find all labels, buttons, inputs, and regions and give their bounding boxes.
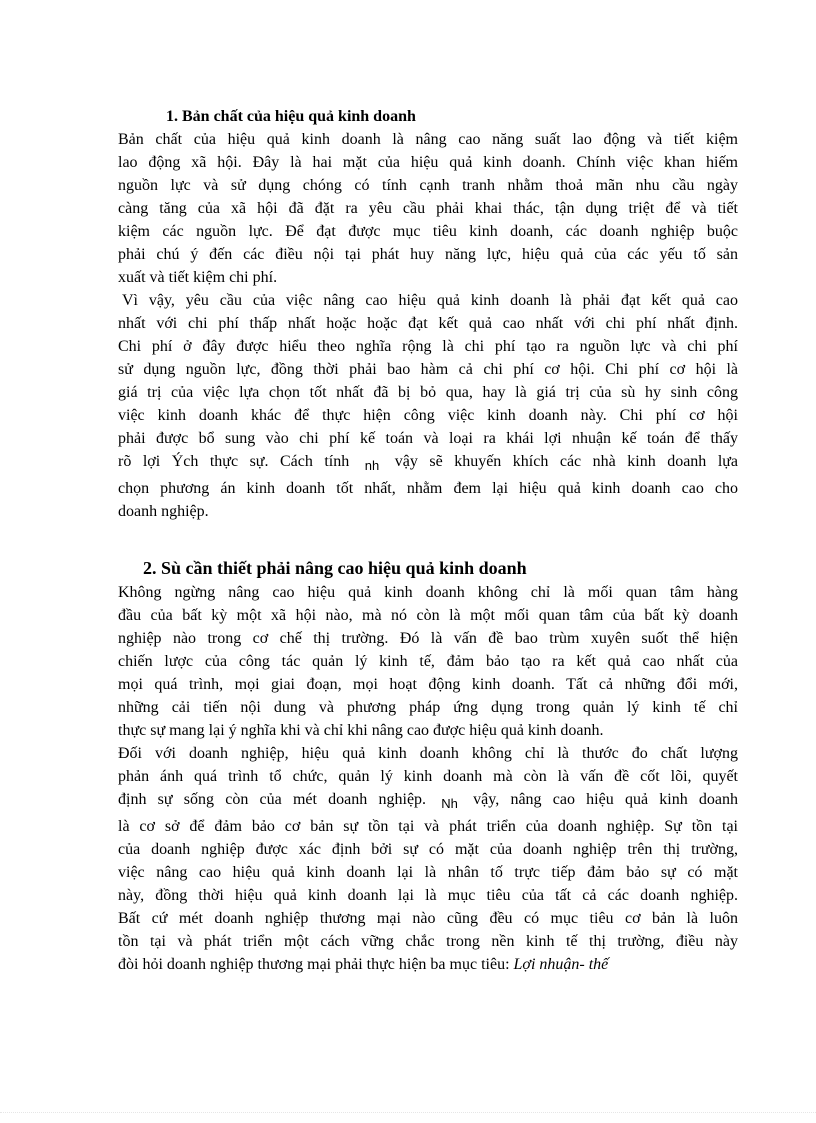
text-line: Bất cứ mét doanh nghiệp thương mại nào cũng đều có mục tiêu cơ bản là luôn — [118, 910, 738, 927]
nh-fragment: nh — [364, 458, 380, 473]
text-line: phải chú ý đến các điều nội tại phát huy năng lực, hiệu quả của các yếu tố sản — [118, 246, 738, 263]
text-line: càng tăng của xã hội đã đặt ra yêu cầu phải khai thác, tận dụng triệt để và tiết — [118, 200, 738, 217]
text-line: Bản chất của hiệu quả kinh doanh là nâng cao năng suất lao động và tiết kiệm — [118, 131, 738, 148]
text-line: nghiệp nào trong cơ chế thị trường. Đó là vấn đề bao trùm xuyên suốt thể hiện — [118, 630, 738, 647]
text-line: xuất và tiết kiệm chi phí. — [118, 269, 278, 286]
text-line: này, đồng thời hiệu quả kinh doanh lại là mục tiêu của tất cả các doanh nghiệp. — [118, 887, 738, 904]
document-page — [118, 105, 738, 976]
text-line: Vì vậy, yêu cầu của việc nâng cao hiệu quả kinh doanh là phải đạt kết quả cao — [122, 292, 738, 309]
nh-fragment: Nh — [441, 796, 458, 811]
text-line: của doanh nghiệp được xác định bởi sự có mặt của doanh nghiệp trên thị trường, — [118, 841, 738, 858]
text-line: phải được bổ sung vào chi phí kế toán và loại ra khái lợi nhuận kế toán để thấy — [118, 430, 738, 447]
text-line: đầu của bất kỳ một xã hội nào, mà nó còn là một mối quan tâm của bất kỳ doanh — [118, 607, 738, 624]
text-line: lao động xã hội. Đây là hai mặt của hiệu quả kinh doanh. Chính việc khan hiếm — [118, 154, 738, 171]
text-line: những cải tiến nội dung và phương pháp ứng dụng trong quản lý kinh tế chỉ — [118, 699, 738, 716]
section-1-heading: 1. Bản chất của hiệu quả kinh doanh — [166, 108, 416, 125]
text-line — [118, 953, 738, 976]
italic-fragment: Lợi nhuận- thế — [513, 956, 609, 973]
text-line: việc nâng cao hiệu quả kinh doanh lại là nhân tố trực tiếp đảm bảo sự có mặt — [118, 864, 738, 881]
text-line: Không ngừng nâng cao hiệu quả kinh doanh không chỉ là mối quan tâm hàng — [118, 584, 738, 601]
text-line: mọi quá trình, mọi giai đoạn, mọi hoạt động kinh doanh. Tất cả những đổi mới, — [118, 676, 738, 693]
text-line: nguồn lực và sử dụng chóng có tính cạnh tranh nhằm thoả mãn nhu cầu ngày — [118, 177, 738, 194]
text-line: Chi phí ở đây được hiểu theo nghĩa rộng là chi phí tạo ra nguồn lực và chi phí — [118, 338, 738, 355]
text-line: tồn tại và phát triển một cách vững chắc trong nền kinh tế thị trường, điều này — [118, 933, 738, 950]
text-fragment: định sự sống còn của mét doanh nghiệp. — [118, 791, 427, 808]
text-line: chọn phương án kinh doanh tốt nhất, nhằm đem lại hiệu quả kinh doanh cao cho — [118, 480, 738, 497]
section-1-paragraph-2 — [118, 289, 738, 523]
text-line: thực sự mang lại ý nghĩa khi và chỉ khi nâng cao được hiệu quả kinh doanh. — [118, 722, 604, 739]
text-line: là cơ sở để đảm bảo cơ bản sự tồn tại và phát triển của doanh nghiệp. Sự tồn tại — [118, 818, 738, 835]
text-line: sử dụng nguồn lực, đồng thời phải bao hàm cả chi phí cơ hội. Chi phí cơ hội là — [118, 361, 738, 378]
text-line: Đối với doanh nghiệp, hiệu quả kinh doanh không chỉ là thước đo chất lượng — [118, 745, 738, 762]
text-line: nhất với chi phí thấp nhất hoặc hoặc đạt kết quả cao nhất với chi phí nhất định. — [118, 315, 738, 332]
section-2-heading: 2. Sù cần thiết phải nâng cao hiệu quả kinh doanh — [143, 558, 527, 578]
section-2-paragraph-2 — [118, 742, 738, 976]
text-line: doanh nghiệp. — [118, 503, 209, 520]
text-fragment: đòi hỏi doanh nghiệp thương mại phải thực hiện ba mục tiêu: — [118, 956, 510, 973]
text-fragment: rõ lợi Ých thực sự. Cách tính — [118, 453, 350, 470]
text-line: giá trị của việc lựa chọn tốt nhất đã bị bỏ qua, hay là giá trị của sù hy sinh công — [118, 384, 738, 401]
text-line: chiến lược của công tác quản lý kinh tế, đảm bảo tạo ra kết quả cao nhất của — [118, 653, 738, 670]
page-bottom-rule — [0, 1112, 816, 1113]
text-line: kiệm các nguồn lực. Để đạt được mục tiêu kinh doanh, các doanh nghiệp buộc — [118, 223, 738, 240]
text-line — [118, 450, 738, 477]
text-fragment: vậy sẽ khuyến khích các nhà kinh doanh lựa — [394, 453, 739, 470]
text-fragment: vậy, nâng cao hiệu quả kinh doanh — [473, 791, 739, 808]
section-1-paragraph-1 — [118, 128, 738, 289]
section-2-paragraph-1 — [118, 581, 738, 742]
text-line: phản ánh quá trình tổ chức, quản lý kinh doanh mà còn là vấn đề cốt lõi, quyết — [118, 768, 738, 785]
text-line: việc kinh doanh khác để thực hiện công việc kinh doanh này. Chi phí cơ hội — [118, 407, 738, 424]
text-line — [118, 788, 738, 815]
